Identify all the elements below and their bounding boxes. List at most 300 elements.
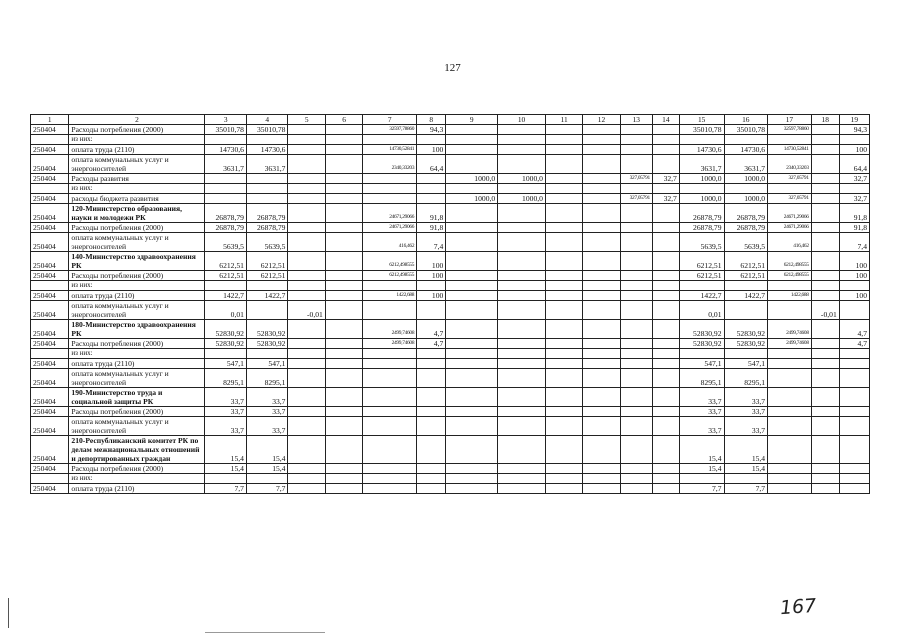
amount-cell: 100 [839,145,869,155]
amount-cell [768,417,812,436]
amount-cell [325,407,362,417]
amount-cell [583,252,620,271]
budget-code: 250404 [31,339,69,349]
table-header [31,115,870,125]
amount-cell [446,204,498,223]
amount-cell [325,223,362,233]
amount-cell [498,184,546,194]
line-item-name: 120-Министерство образования, науки и молодежи РК [69,204,205,223]
amount-cell: 52830,92 [724,339,768,349]
amount-cell [325,281,362,291]
amount-cell [325,359,362,369]
line-item-name: 180-Министерство здравоохранения РК [69,320,205,339]
amount-cell [288,223,325,233]
amount-cell [288,271,325,281]
amount-cell [839,369,869,388]
amount-cell [768,474,812,484]
amount-cell: 15,4 [679,436,724,464]
amount-cell [583,349,620,359]
amount-cell [325,339,362,349]
amount-cell: 6212,51 [724,252,768,271]
amount-cell [839,184,869,194]
column-number: 19 [839,115,869,125]
subheader-row [31,349,870,359]
amount-cell [363,436,417,464]
amount-cell [446,464,498,474]
amount-cell: 2499,74608 [363,320,417,339]
amount-cell [768,184,812,194]
amount-cell [652,359,679,369]
amount-cell: 100 [839,291,869,301]
amount-cell [811,417,839,436]
amount-cell [620,301,652,320]
amount-cell [246,301,288,320]
amount-cell [620,349,652,359]
budget-code: 250404 [31,233,69,252]
budget-code: 250404 [31,174,69,184]
amount-cell: 33,7 [679,388,724,407]
amount-cell [583,233,620,252]
amount-cell: 416,462 [363,233,417,252]
budget-code: 250404 [31,301,69,320]
amount-cell: 35010,78 [679,125,724,135]
amount-cell [446,223,498,233]
amount-cell: 6212,498555 [768,271,812,281]
amount-cell [246,194,288,204]
column-number: 15 [679,115,724,125]
amount-cell [839,349,869,359]
amount-cell: 32,7 [652,174,679,184]
amount-cell [839,135,869,145]
amount-cell [811,464,839,474]
line-item-name: оплата коммунальных услуг и энергоносителей [69,233,205,252]
amount-cell [325,388,362,407]
amount-cell [325,436,362,464]
amount-cell: 26878,79 [679,223,724,233]
amount-cell [583,145,620,155]
amount-cell [446,436,498,464]
amount-cell: 1422,688 [363,291,417,301]
amount-cell: 4,7 [839,339,869,349]
amount-cell [652,369,679,388]
amount-cell [498,233,546,252]
amount-cell: 64,4 [839,155,869,174]
amount-cell [417,349,446,359]
amount-cell [446,388,498,407]
amount-cell [288,233,325,252]
amount-cell [417,388,446,407]
line-item-name: Расходы развития [69,174,205,184]
amount-cell [583,464,620,474]
amount-cell: 7,7 [724,484,768,494]
amount-cell: 52830,92 [679,339,724,349]
amount-cell: 15,4 [246,436,288,464]
budget-code: 250404 [31,359,69,369]
amount-cell: 15,4 [205,436,247,464]
amount-cell [811,484,839,494]
amount-cell: 91,8 [417,223,446,233]
amount-cell: 26878,79 [205,204,247,223]
amount-cell: 32,7 [839,174,869,184]
budget-code: 250404 [31,484,69,494]
amount-cell: 26878,79 [724,204,768,223]
amount-cell [498,155,546,174]
amount-cell: 3631,7 [679,155,724,174]
amount-cell [839,484,869,494]
amount-cell [652,271,679,281]
amount-cell: 547,1 [679,359,724,369]
amount-cell [679,135,724,145]
column-number: 18 [811,115,839,125]
amount-cell [363,194,417,204]
amount-cell [652,184,679,194]
line-item-name: Расходы потребления (2000) [69,464,205,474]
amount-cell [446,339,498,349]
table-row [31,223,870,233]
amount-cell [288,204,325,223]
amount-cell [811,320,839,339]
subheader-row [31,135,870,145]
amount-cell [811,184,839,194]
amount-cell [652,233,679,252]
amount-cell [446,407,498,417]
amount-cell [545,223,582,233]
amount-cell: 6212,51 [679,271,724,281]
amount-cell: 547,1 [246,359,288,369]
budget-code: 250404 [31,320,69,339]
amount-cell [811,271,839,281]
amount-cell [811,145,839,155]
amount-cell: 1422,7 [205,291,247,301]
amount-cell [325,174,362,184]
amount-cell [498,407,546,417]
amount-cell [288,349,325,359]
amount-cell: 14730,52841 [363,145,417,155]
budget-code: 250404 [31,291,69,301]
amount-cell: 26878,79 [246,204,288,223]
amount-cell [545,301,582,320]
budget-table [30,114,870,494]
amount-cell: -0,01 [811,301,839,320]
amount-cell: 15,4 [724,464,768,474]
amount-cell [446,369,498,388]
amount-cell: 3631,7 [205,155,247,174]
amount-cell [583,474,620,484]
amount-cell: 100 [839,252,869,271]
amount-cell: 7,7 [679,484,724,494]
amount-cell [768,301,812,320]
amount-cell [811,407,839,417]
amount-cell [417,407,446,417]
line-item-name: 190-Министерство труда и социальной защиты РК [69,388,205,407]
amount-cell: 7,4 [417,233,446,252]
amount-cell [811,388,839,407]
amount-cell [446,233,498,252]
amount-cell [498,417,546,436]
amount-cell [620,145,652,155]
amount-cell [545,339,582,349]
amount-cell [417,417,446,436]
amount-cell [583,174,620,184]
column-number: 6 [325,115,362,125]
amount-cell: 4,7 [839,320,869,339]
amount-cell: 33,7 [246,417,288,436]
amount-cell [620,359,652,369]
amount-cell [417,301,446,320]
amount-cell [811,339,839,349]
amount-cell [768,349,812,359]
amount-cell [839,474,869,484]
budget-code: 250404 [31,145,69,155]
budget-code [31,135,69,145]
amount-cell: 1000,0 [724,194,768,204]
amount-cell [811,125,839,135]
amount-cell: 2499,74608 [363,339,417,349]
amount-cell [417,369,446,388]
amount-cell: 100 [417,252,446,271]
amount-cell [724,281,768,291]
amount-cell: 1000,0 [446,194,498,204]
amount-cell [417,474,446,484]
amount-cell [288,339,325,349]
amount-cell [288,484,325,494]
amount-cell [620,252,652,271]
amount-cell: 100 [417,145,446,155]
amount-cell: 33,7 [724,407,768,417]
amount-cell [363,184,417,194]
amount-cell [498,204,546,223]
line-item-name: оплата коммунальных услуг и энергоносителей [69,417,205,436]
amount-cell: 547,1 [205,359,247,369]
budget-code: 250404 [31,388,69,407]
amount-cell [288,135,325,145]
amount-cell: 24671,29066 [363,204,417,223]
line-item-name: оплата коммунальных услуг и энергоносителей [69,369,205,388]
amount-cell [724,349,768,359]
budget-code [31,184,69,194]
amount-cell: 100 [417,291,446,301]
amount-cell [288,464,325,474]
amount-cell [545,388,582,407]
amount-cell [205,281,247,291]
amount-cell: 0,01 [205,301,247,320]
amount-cell: 14730,6 [679,145,724,155]
amount-cell: 33,7 [246,388,288,407]
amount-cell: 8295,1 [205,369,247,388]
amount-cell [417,484,446,494]
amount-cell [363,464,417,474]
column-number: 3 [205,115,247,125]
budget-code [31,281,69,291]
amount-cell [446,301,498,320]
amount-cell [811,223,839,233]
amount-cell: 1000,0 [446,174,498,184]
table-row [31,155,870,174]
table-row [31,369,870,388]
amount-cell [545,194,582,204]
amount-cell [811,233,839,252]
amount-cell: 14730,6 [205,145,247,155]
amount-cell [839,464,869,474]
amount-cell [768,388,812,407]
amount-cell [498,474,546,484]
column-number: 8 [417,115,446,125]
table-row [31,464,870,474]
amount-cell [498,359,546,369]
amount-cell [446,281,498,291]
amount-cell: 4,7 [417,320,446,339]
ministry-row [31,320,870,339]
amount-cell [545,233,582,252]
amount-cell [811,349,839,359]
amount-cell [288,407,325,417]
amount-cell [205,174,247,184]
amount-cell: 1000,0 [498,194,546,204]
amount-cell [498,281,546,291]
column-number: 2 [69,115,205,125]
amount-cell [417,464,446,474]
amount-cell [545,204,582,223]
scan-artifact [8,598,9,628]
budget-code: 250404 [31,436,69,464]
subheader-row [31,184,870,194]
amount-cell: 7,4 [839,233,869,252]
table-row [31,194,870,204]
amount-cell: 327,05791 [768,174,812,184]
amount-cell: 7,7 [205,484,247,494]
amount-cell [583,271,620,281]
amount-cell [545,359,582,369]
amount-cell [811,359,839,369]
amount-cell [652,301,679,320]
amount-cell: 2499,74608 [768,320,812,339]
amount-cell [363,474,417,484]
ministry-row [31,252,870,271]
amount-cell [811,135,839,145]
amount-cell [325,184,362,194]
amount-cell [652,125,679,135]
amount-cell: 52830,92 [679,320,724,339]
amount-cell [620,184,652,194]
amount-cell [811,194,839,204]
line-item-name: из них: [69,349,205,359]
amount-cell [839,301,869,320]
amount-cell [620,291,652,301]
amount-cell [288,252,325,271]
amount-cell: 5639,5 [246,233,288,252]
line-item-name: оплата коммунальных услуг и энергоносителей [69,155,205,174]
amount-cell: 6212,498555 [363,252,417,271]
amount-cell: 6212,498555 [768,252,812,271]
table-row [31,359,870,369]
amount-cell [363,369,417,388]
amount-cell [325,135,362,145]
amount-cell [652,145,679,155]
amount-cell [768,484,812,494]
amount-cell [620,125,652,135]
amount-cell [839,436,869,464]
budget-code [31,349,69,359]
amount-cell [545,369,582,388]
scan-artifact [205,632,325,633]
line-item-name: оплата труда (2110) [69,145,205,155]
amount-cell [545,281,582,291]
amount-cell [363,174,417,184]
amount-cell: 32597,78860 [363,125,417,135]
amount-cell [498,369,546,388]
amount-cell: 26878,79 [724,223,768,233]
amount-cell [288,417,325,436]
budget-code: 250404 [31,464,69,474]
amount-cell [545,184,582,194]
amount-cell [768,369,812,388]
amount-cell [811,281,839,291]
column-number: 17 [768,115,812,125]
budget-code: 250404 [31,223,69,233]
amount-cell [545,474,582,484]
amount-cell: 1000,0 [679,174,724,184]
amount-cell [620,407,652,417]
amount-cell [417,281,446,291]
amount-cell [583,135,620,145]
amount-cell [498,145,546,155]
amount-cell [839,388,869,407]
amount-cell [498,436,546,464]
amount-cell [839,281,869,291]
amount-cell [811,174,839,184]
column-number: 4 [246,115,288,125]
amount-cell: 33,7 [246,407,288,417]
column-number: 16 [724,115,768,125]
amount-cell: 6212,51 [246,271,288,281]
amount-cell [325,464,362,474]
amount-cell: 1422,7 [246,291,288,301]
amount-cell [498,223,546,233]
amount-cell: 100 [417,271,446,281]
amount-cell [583,125,620,135]
amount-cell: 547,1 [724,359,768,369]
column-number: 12 [583,115,620,125]
amount-cell [498,484,546,494]
amount-cell [652,252,679,271]
amount-cell [583,301,620,320]
amount-cell [205,349,247,359]
amount-cell [652,291,679,301]
amount-cell [446,417,498,436]
amount-cell [620,204,652,223]
amount-cell [446,155,498,174]
line-item-name: Расходы потребления (2000) [69,125,205,135]
table-row [31,271,870,281]
amount-cell [325,155,362,174]
amount-cell [288,125,325,135]
amount-cell: 26878,79 [246,223,288,233]
amount-cell [768,436,812,464]
ministry-row [31,388,870,407]
amount-cell [583,388,620,407]
amount-cell [446,125,498,135]
amount-cell: 7,7 [246,484,288,494]
amount-cell [583,223,620,233]
amount-cell [839,359,869,369]
amount-cell [620,388,652,407]
amount-cell [679,281,724,291]
amount-cell [652,464,679,474]
amount-cell [325,484,362,494]
table-body [31,125,870,494]
amount-cell [583,417,620,436]
amount-cell: 100 [839,271,869,281]
